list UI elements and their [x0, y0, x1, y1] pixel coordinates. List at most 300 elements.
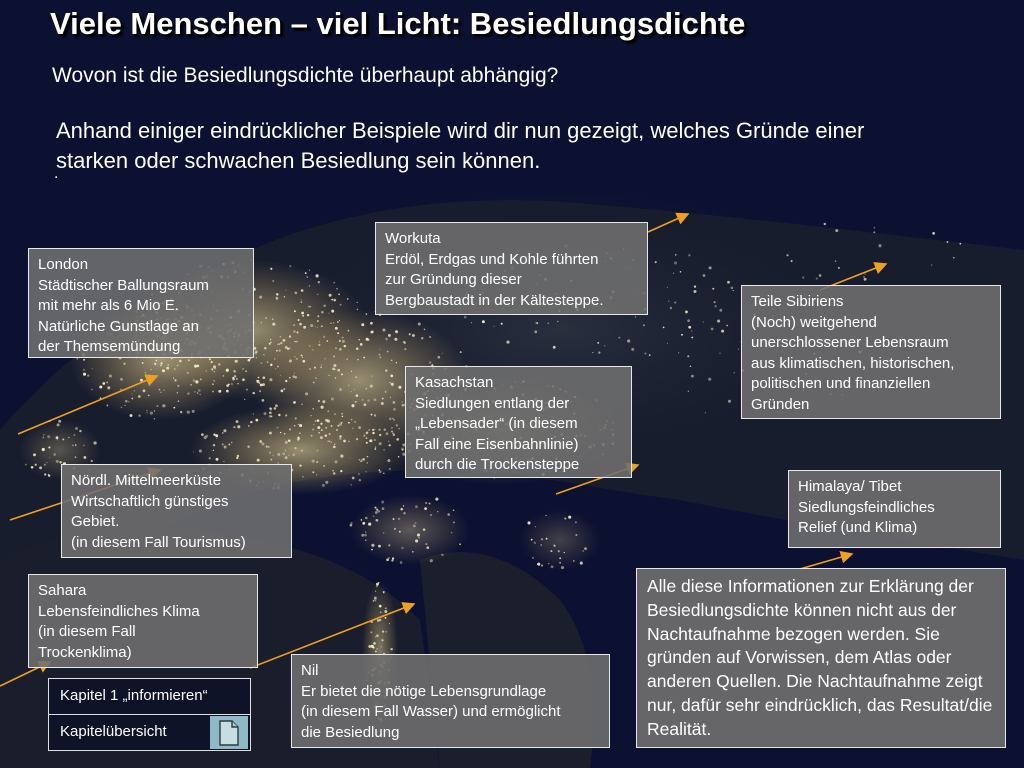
city-light-dot [373, 516, 374, 517]
city-light-dot [91, 389, 93, 391]
city-light-dot [174, 368, 176, 370]
city-light-dot [382, 615, 384, 617]
city-light-dot [582, 550, 584, 552]
box-line: (Noch) weitgehend [751, 313, 877, 331]
city-light-dot [296, 358, 298, 360]
city-light-dot [382, 328, 385, 331]
city-light-dot [358, 473, 360, 475]
city-light-dot [501, 323, 503, 325]
city-light-dot [340, 470, 342, 472]
city-light-dot [339, 340, 341, 342]
city-light-dot [294, 447, 296, 449]
city-light-dot [259, 390, 261, 392]
city-light-dot [91, 460, 93, 462]
city-light-dot [260, 384, 263, 387]
city-light-dot [374, 448, 376, 450]
city-light-dot [322, 484, 325, 487]
city-light-dot [294, 356, 295, 357]
city-light-dot [259, 440, 262, 443]
city-light-dot [802, 276, 804, 278]
city-light-dot [342, 416, 344, 418]
city-light-dot [283, 339, 286, 342]
city-light-dot [325, 427, 327, 429]
city-light-dot [370, 439, 373, 442]
city-light-dot [545, 515, 546, 516]
city-light-dot [429, 336, 431, 338]
city-light-dot [92, 368, 93, 369]
city-light-dot [372, 646, 374, 648]
city-light-dot [270, 341, 272, 343]
city-light-dot [631, 348, 634, 351]
city-light-dot [680, 271, 682, 273]
city-light-dot [303, 326, 306, 329]
city-light-dot [375, 447, 376, 448]
city-light-dot [255, 419, 258, 422]
city-light-dot [318, 400, 320, 402]
city-light-dot [212, 383, 214, 385]
city-light-dot [258, 377, 260, 379]
city-light-dot [703, 321, 704, 322]
city-light-dot [385, 617, 387, 619]
city-light-dot [635, 316, 636, 317]
city-light-dot [309, 368, 310, 369]
city-light-dot [107, 386, 110, 389]
city-light-dot [293, 453, 296, 456]
city-light-dot [295, 417, 297, 419]
city-light-dot [674, 302, 676, 304]
city-light-dot [393, 401, 396, 404]
city-light-dot [643, 324, 645, 326]
box-line: die Besiedlung [301, 723, 400, 741]
city-light-dot [409, 333, 411, 335]
city-light-dot [535, 322, 536, 323]
city-light-dot [334, 413, 336, 415]
city-light-dot [382, 507, 385, 510]
city-light-dot [415, 505, 418, 508]
box-line: Gründen [751, 395, 810, 413]
city-light-dot [580, 562, 583, 565]
city-light-dot [375, 507, 377, 509]
city-light-dot [317, 419, 320, 422]
city-light-dot [42, 448, 45, 451]
city-light-dot [362, 522, 365, 525]
city-light-dot [337, 332, 339, 334]
city-light-dot [209, 457, 211, 459]
city-light-dot [381, 501, 384, 504]
city-light-dot [333, 472, 336, 475]
city-light-dot [315, 326, 316, 327]
city-light-dot [351, 419, 353, 421]
city-light-dot [226, 390, 228, 392]
city-light-dot [312, 349, 314, 351]
city-light-dot [390, 648, 393, 651]
city-light-dot [390, 375, 393, 378]
city-light-dot [278, 414, 280, 416]
city-light-dot [134, 390, 135, 391]
city-light-dot [269, 432, 272, 435]
city-light-dot [388, 334, 391, 337]
city-light-dot [260, 362, 262, 364]
city-light-dot [358, 339, 360, 341]
city-light-dot [142, 362, 144, 364]
city-light-dot [124, 405, 125, 406]
city-light-dot [143, 389, 146, 392]
city-light-dot [331, 310, 334, 313]
city-light-dot [285, 414, 287, 416]
city-light-dot [356, 394, 359, 397]
city-light-dot [72, 444, 74, 446]
city-light-dot [319, 341, 320, 342]
city-light-dot [341, 413, 343, 415]
city-light-dot [147, 412, 148, 413]
city-light-dot [325, 481, 328, 484]
city-light-dot [326, 340, 328, 342]
city-light-dot [441, 554, 443, 556]
city-light-dot [361, 519, 363, 521]
city-light-dot [348, 441, 350, 443]
city-light-dot [256, 380, 259, 383]
city-light-dot [320, 423, 322, 425]
city-light-dot [277, 365, 279, 367]
city-light-dot [293, 330, 296, 333]
city-light-dot [375, 636, 376, 637]
city-light-dot [317, 450, 319, 452]
city-light-dot [864, 273, 866, 275]
city-light-dot [878, 244, 881, 247]
city-light-dot [83, 445, 85, 447]
city-light-dot [252, 392, 254, 394]
city-light-dot [272, 280, 274, 282]
city-light-dot [618, 337, 620, 339]
city-light-dot [336, 288, 337, 289]
city-light-dot [550, 550, 552, 552]
city-light-dot [236, 378, 238, 380]
city-light-dot [418, 323, 421, 326]
city-light-dot [242, 378, 245, 381]
city-light-dot [393, 434, 395, 436]
city-light-dot [148, 395, 150, 397]
city-light-dot [44, 464, 46, 466]
city-light-dot [83, 373, 86, 376]
city-light-dot [375, 651, 377, 653]
city-light-dot [320, 366, 322, 368]
city-light-dot [193, 379, 196, 382]
city-light-dot [293, 324, 294, 325]
city-light-dot [313, 424, 314, 425]
city-light-dot [426, 546, 429, 549]
city-light-dot [453, 521, 455, 523]
city-light-dot [294, 341, 295, 342]
box-line: (in diesem Fall [38, 623, 136, 640]
city-light-dot [173, 378, 174, 379]
city-light-dot [368, 429, 369, 430]
box-line: Siedlungen entlang der [415, 394, 570, 412]
city-light-dot [568, 516, 571, 519]
city-light-dot [363, 434, 365, 436]
city-light-dot [270, 459, 272, 461]
city-light-dot [791, 260, 793, 262]
city-light-dot [351, 371, 352, 372]
city-light-dot [178, 400, 180, 402]
city-light-dot [644, 352, 646, 354]
city-light-dot [378, 354, 380, 356]
info-box-sibirien [741, 285, 1001, 419]
city-light-dot [541, 538, 543, 540]
city-light-dot [269, 378, 272, 381]
city-light-dot [376, 519, 379, 522]
box-line: „Lebensader“ (in diesem [415, 415, 578, 432]
city-light-dot [285, 290, 286, 291]
city-light-dot [711, 328, 714, 331]
city-light-dot [335, 347, 337, 349]
city-light-dot [370, 385, 373, 388]
city-light-dot [437, 511, 438, 512]
city-light-dot [333, 446, 336, 449]
box-line: Fall eine Eisenbahnlinie) [415, 435, 579, 453]
city-light-dot [53, 453, 56, 456]
city-light-dot [213, 450, 214, 451]
city-light-dot [277, 453, 280, 456]
city-light-dot [259, 296, 262, 299]
city-light-dot [667, 287, 668, 288]
city-light-dot [573, 560, 575, 562]
city-light-dot [329, 294, 332, 297]
city-light-dot [192, 410, 195, 413]
city-light-dot [330, 441, 331, 442]
city-light-dot [75, 427, 78, 430]
city-light-dot [305, 392, 308, 395]
city-light-dot [327, 411, 329, 413]
city-light-dot [382, 630, 384, 632]
city-light-dot [687, 319, 690, 322]
box-line: Siedlungsfeindliches [798, 498, 935, 516]
city-light-dot [325, 358, 326, 359]
city-light-dot [102, 382, 105, 385]
city-light-dot [332, 470, 334, 472]
city-light-dot [236, 420, 239, 423]
city-light-dot [357, 309, 359, 311]
box-line: Kasachstan [415, 374, 494, 391]
city-light-dot [74, 434, 76, 436]
city-light-dot [215, 434, 218, 437]
city-light-dot [308, 306, 310, 308]
city-light-dot [372, 429, 374, 431]
city-light-dot [179, 360, 182, 363]
city-light-dot [335, 377, 336, 378]
city-light-dot [274, 358, 276, 360]
city-light-dot [154, 363, 156, 365]
chapter-navigation [48, 678, 251, 751]
city-light-dot [378, 545, 381, 548]
city-light-dot [691, 330, 692, 331]
city-light-dot [341, 422, 343, 424]
city-light-dot [312, 428, 314, 430]
box-line: unerschlossener Lebensraum [751, 334, 949, 351]
city-light-dot [261, 442, 264, 445]
city-light-dot [374, 429, 375, 430]
city-light-dot [318, 344, 320, 346]
city-light-dot [333, 364, 336, 367]
city-light-dot [62, 438, 64, 440]
city-light-dot [709, 266, 712, 269]
city-light-dot [246, 389, 248, 391]
city-light-dot [288, 455, 289, 456]
city-light-dot [389, 623, 390, 624]
city-light-dot [460, 351, 462, 353]
city-light-dot [276, 296, 277, 297]
city-light-dot [380, 611, 382, 613]
city-light-dot [694, 285, 696, 287]
city-light-dot [402, 401, 403, 402]
city-light-dot [383, 473, 384, 474]
city-light-dot [212, 391, 214, 393]
city-light-dot [299, 464, 301, 466]
city-light-dot [314, 367, 316, 369]
city-light-dot [339, 438, 341, 440]
city-light-dot [317, 426, 320, 429]
city-light-dot [194, 391, 196, 393]
city-light-dot [321, 406, 324, 409]
city-light-dot [284, 296, 285, 297]
city-light-dot [187, 392, 190, 395]
city-light-dot [150, 382, 151, 383]
info-box-nil [291, 654, 610, 748]
city-light-dot [166, 367, 169, 370]
city-light-dot [690, 366, 692, 368]
city-light-dot [323, 305, 326, 308]
city-light-dot [368, 339, 370, 341]
city-light-dot [301, 300, 302, 301]
box-line: Himalaya/ Tibet [798, 478, 902, 495]
city-light-dot [173, 407, 175, 409]
city-light-dot [289, 335, 291, 337]
city-light-dot [604, 345, 605, 346]
city-light-dot [561, 566, 564, 569]
city-light-dot [83, 369, 85, 371]
chapter-overview-link[interactable]: Kapitelübersicht [60, 723, 167, 740]
city-light-dot [309, 306, 311, 308]
city-light-dot [351, 391, 352, 392]
city-light-dot [248, 359, 251, 362]
city-light-dot [392, 418, 394, 420]
city-light-dot [75, 456, 77, 458]
city-light-dot [100, 397, 102, 399]
city-light-dot [398, 386, 401, 389]
info-box-kasachstan [405, 366, 632, 478]
city-light-dot [447, 513, 450, 516]
city-light-dot [546, 538, 548, 540]
city-light-dot [959, 243, 961, 245]
city-light-dot [379, 471, 382, 474]
city-light-dot [280, 432, 281, 433]
city-light-dot [299, 424, 302, 427]
city-light-dot [388, 544, 390, 546]
city-light-dot [349, 457, 350, 458]
city-light-dot [83, 359, 85, 361]
box-line: (in diesem Fall Wasser) und ermöglicht [301, 703, 561, 720]
city-light-dot [177, 365, 179, 367]
city-light-dot [364, 534, 367, 537]
city-light-dot [43, 437, 45, 439]
city-light-dot [301, 301, 302, 302]
document-icon[interactable] [210, 716, 248, 749]
city-light-dot [321, 365, 322, 366]
city-light-dot [309, 285, 310, 286]
city-light-dot [412, 551, 414, 553]
city-light-dot [400, 508, 403, 511]
city-light-dot [280, 336, 282, 338]
city-light-dot [269, 343, 271, 345]
city-light-dot [331, 299, 333, 301]
city-light-dot [413, 524, 416, 527]
city-light-dot [328, 440, 330, 442]
city-light-dot [396, 424, 398, 426]
city-light-dot [346, 358, 348, 360]
city-light-dot [953, 257, 955, 259]
city-light-dot [373, 600, 375, 602]
city-light-dot [177, 385, 179, 387]
city-light-dot [333, 299, 336, 302]
city-light-dot [430, 514, 432, 516]
city-light-dot [125, 400, 128, 403]
city-light-dot [323, 336, 325, 338]
city-light-dot [575, 534, 577, 536]
city-light-dot [366, 313, 368, 315]
chapter-link[interactable]: Kapitel 1 „informieren“ [49, 679, 250, 715]
box-line: Bergbaustadt in der Kältesteppe. [385, 291, 604, 309]
city-light-dot [145, 372, 146, 373]
city-light-dot [331, 398, 334, 401]
city-light-dot [233, 370, 236, 373]
city-light-dot [391, 360, 392, 361]
city-light-dot [213, 434, 215, 436]
city-light-dot [177, 392, 178, 393]
city-light-dot [564, 517, 566, 519]
city-light-dot [379, 357, 381, 359]
city-light-dot [214, 371, 215, 372]
city-light-dot [333, 282, 335, 284]
city-light-dot [354, 389, 355, 390]
city-light-dot [120, 378, 123, 381]
city-light-dot [396, 438, 399, 441]
city-light-dot [688, 391, 689, 392]
city-light-dot [389, 382, 390, 383]
city-light-dot [376, 583, 379, 586]
city-light-dot [373, 642, 376, 645]
city-light-dot [394, 338, 397, 341]
city-light-dot [367, 399, 369, 401]
city-light-dot [363, 403, 366, 406]
city-light-dot [278, 343, 280, 345]
city-light-dot [44, 473, 46, 475]
city-light-dot [276, 350, 278, 352]
city-light-dot [256, 357, 257, 358]
box-line: Erdöl, Erdgas und Kohle führten [385, 250, 599, 268]
city-light-dot [719, 309, 722, 312]
city-light-dot [294, 376, 297, 379]
city-light-dot [294, 310, 296, 312]
info-box-mittelmeer [61, 464, 292, 558]
city-light-dot [873, 227, 875, 229]
box-line: Trockenklima) [38, 643, 132, 661]
city-light-dot [685, 311, 688, 314]
city-light-dot [352, 477, 355, 480]
city-light-dot [366, 437, 368, 439]
box-line: Lebensfeindliches Klima [38, 602, 200, 620]
city-light-dot [277, 344, 278, 345]
city-light-dot [58, 420, 61, 423]
city-light-dot [337, 425, 339, 427]
